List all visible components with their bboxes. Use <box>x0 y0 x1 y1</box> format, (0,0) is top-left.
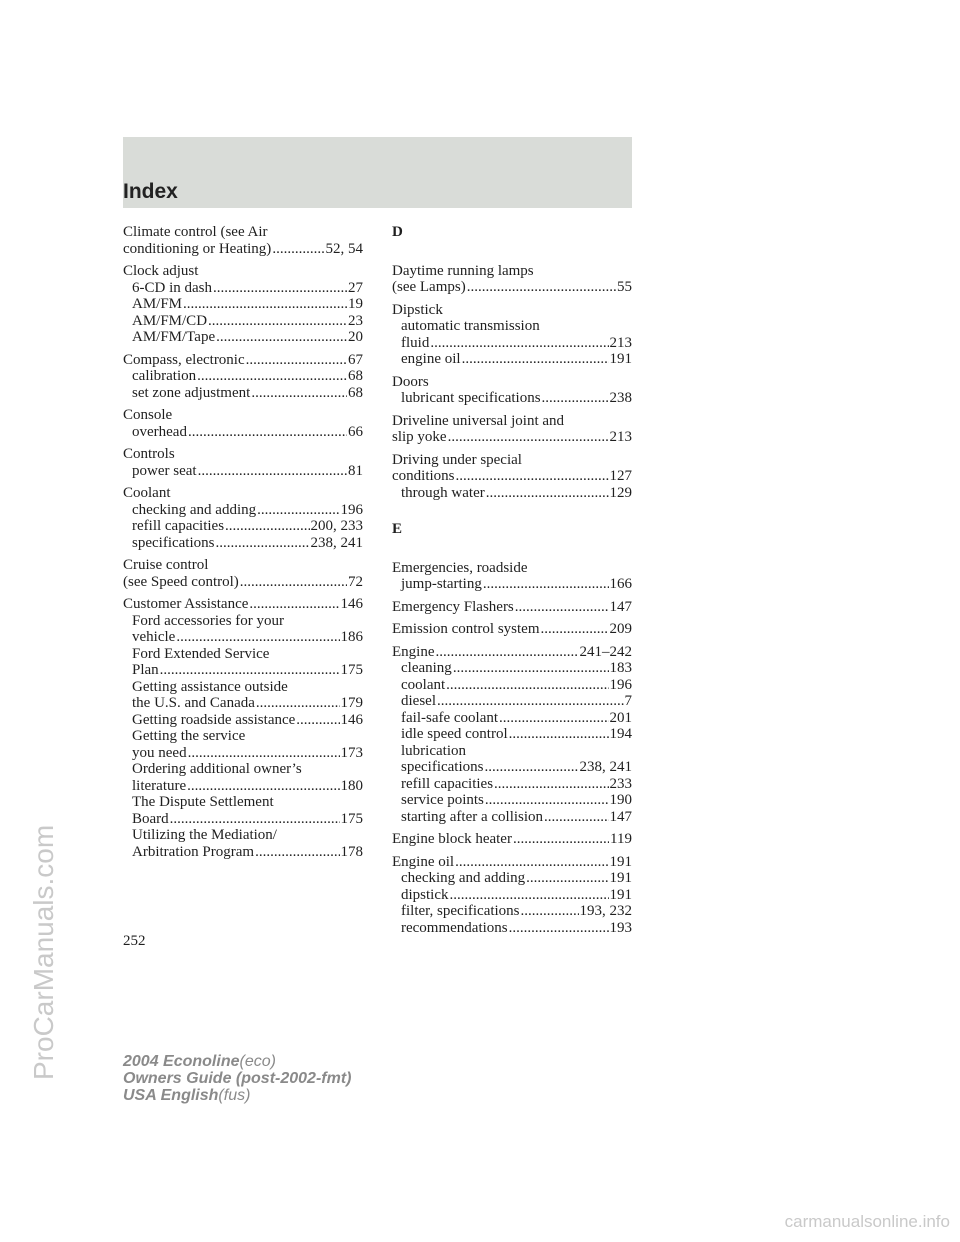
index-entry <box>392 413 632 446</box>
dot-leader <box>176 629 339 646</box>
entry-page-ref: 55 <box>617 279 632 295</box>
dot-leader <box>213 280 347 297</box>
dot-leader <box>257 502 339 519</box>
footer-line-3 <box>123 1087 351 1104</box>
index-entry-line <box>123 352 363 369</box>
entry-page-ref: 191 <box>609 853 632 870</box>
dot-leader <box>225 518 309 535</box>
index-entry-line <box>392 831 632 848</box>
index-entry-line <box>392 413 632 430</box>
entry-text: (see Lamps) <box>392 279 466 295</box>
index-subentry-line <box>392 870 632 887</box>
entry-page-ref: 191 <box>609 351 632 367</box>
entry-text: Board <box>132 810 169 827</box>
dot-leader <box>513 831 609 848</box>
index-subentry-line <box>392 809 632 826</box>
entry-text: Driving under special <box>392 451 522 468</box>
index-subentry-line <box>392 887 632 904</box>
entry-text: Daytime running lamps <box>392 262 534 279</box>
entry-text: AM/FM/Tape <box>132 329 216 345</box>
entry-text: Doors <box>392 373 429 390</box>
index-entry <box>123 352 363 402</box>
entry-page-ref: 68 <box>348 368 363 384</box>
index-entry <box>392 560 632 593</box>
dot-leader <box>462 351 609 368</box>
entry-page-ref: 196 <box>340 501 363 518</box>
index-entry <box>392 621 632 638</box>
entry-text: refill capacities <box>401 775 494 792</box>
entry-text: set zone adjustment <box>132 384 251 401</box>
index-entry-line <box>392 644 632 661</box>
index-entry <box>392 452 632 502</box>
entry-page-ref: 166 <box>609 576 632 592</box>
entry-page-ref: 190 <box>609 792 632 808</box>
entry-text: Engine block heater <box>392 831 512 847</box>
entry-page-ref: 27 <box>348 279 363 296</box>
index-entry <box>392 644 632 826</box>
entry-text: Climate control (see Air <box>123 224 268 240</box>
index-subentry-line <box>392 759 632 776</box>
entry-text: the U.S. and Canada <box>132 695 255 711</box>
index-subentry-line <box>392 792 632 809</box>
dot-leader <box>197 368 347 385</box>
entry-text: Customer Assistance <box>123 596 249 612</box>
index-entry <box>123 485 363 551</box>
dot-leader <box>240 574 347 591</box>
entry-text: Getting the service <box>132 728 246 744</box>
entry-text: slip yoke <box>392 429 447 445</box>
entry-text: checking and adding <box>132 501 257 518</box>
entry-page-ref: 191 <box>609 870 632 886</box>
index-subentry-line <box>123 629 363 646</box>
entry-page-ref: 72 <box>348 573 363 590</box>
index-entry-line <box>392 429 632 446</box>
entry-page-ref: 183 <box>609 660 632 676</box>
index-subentry-line <box>123 778 363 795</box>
entry-text: lubricant specifications <box>401 390 541 406</box>
entry-page-ref: 238 <box>609 390 632 406</box>
index-entry-line <box>392 452 632 469</box>
index-entry-line <box>123 574 363 591</box>
entry-page-ref: 241–242 <box>579 643 632 660</box>
dot-leader <box>430 335 608 352</box>
index-entry-line <box>392 263 632 280</box>
index-subentry-line <box>123 679 363 696</box>
index-subentry-line <box>123 794 363 811</box>
entry-page-ref: 68 <box>348 384 363 401</box>
entry-text: (see Speed control) <box>123 573 239 590</box>
footer-language: USA English <box>123 1087 219 1104</box>
dot-leader <box>453 660 609 677</box>
section-d-entries <box>392 263 632 502</box>
index-subentry-line <box>123 811 363 828</box>
index-subentry-line <box>392 351 632 368</box>
dot-leader <box>436 644 579 661</box>
entry-text: engine oil <box>401 351 461 367</box>
index-subentry-line <box>392 743 632 760</box>
entry-text: Ford accessories for your <box>132 612 285 629</box>
entry-text: Emergencies, roadside <box>392 559 528 576</box>
index-subentry-line <box>123 463 363 480</box>
entry-text: Controls <box>123 446 175 462</box>
entry-text: diesel <box>401 693 436 709</box>
index-title: Index <box>123 180 178 203</box>
entry-text: coolant <box>401 676 446 693</box>
index-subentry-line <box>392 776 632 793</box>
entry-text: Getting roadside assistance <box>132 711 296 728</box>
index-subentry-line <box>392 710 632 727</box>
entry-text: 6-CD in dash <box>132 279 212 296</box>
entry-text: Arbitration Program <box>132 843 255 860</box>
entry-text: Cruise control <box>123 557 209 573</box>
index-entry-line <box>392 279 632 296</box>
entry-page-ref: 238, 241 <box>310 534 363 551</box>
index-subentry-line <box>123 761 363 778</box>
dot-leader <box>456 468 609 485</box>
index-subentry-line <box>123 313 363 330</box>
entry-text: starting after a collision <box>401 808 544 825</box>
entry-text: Getting assistance outside <box>132 678 288 695</box>
dot-leader <box>521 903 579 920</box>
dot-leader <box>515 599 609 616</box>
entry-text: dipstick <box>401 886 449 903</box>
index-subentry-line <box>392 660 632 677</box>
entry-page-ref: 213 <box>609 429 632 445</box>
dot-leader <box>251 385 347 402</box>
index-entry <box>392 854 632 937</box>
index-subentry-line <box>392 390 632 407</box>
dot-leader <box>455 854 608 871</box>
entry-page-ref: 173 <box>340 744 363 761</box>
index-entry <box>123 224 363 257</box>
dot-leader <box>249 596 339 613</box>
dot-leader <box>509 920 609 937</box>
entry-page-ref: 146 <box>340 596 363 612</box>
entry-page-ref: 147 <box>609 808 632 825</box>
index-subentry-line <box>123 424 363 441</box>
index-entry-line <box>392 302 632 319</box>
entry-text: automatic transmission <box>401 318 540 334</box>
index-entry-line <box>123 407 363 424</box>
entry-text: The Dispute Settlement <box>132 794 274 810</box>
dot-leader <box>216 329 347 346</box>
index-subentry-line <box>123 827 363 844</box>
entry-text: AM/FM/CD <box>132 312 208 329</box>
entry-page-ref: 191 <box>609 886 632 903</box>
index-entry <box>123 557 363 590</box>
section-e-entries <box>392 560 632 937</box>
entry-text: Clock adjust <box>123 263 199 279</box>
section-letter-e: E <box>392 521 403 537</box>
index-subentry-line <box>392 726 632 743</box>
entry-page-ref: 233 <box>609 775 632 792</box>
entry-page-ref: 127 <box>609 468 632 484</box>
entry-text: filter, specifications <box>401 903 520 919</box>
footer-line-2 <box>123 1070 351 1087</box>
index-subentry-line <box>392 485 632 502</box>
entry-text: Dipstick <box>392 301 443 318</box>
index-subentry-line <box>123 502 363 519</box>
entry-page-ref: 180 <box>340 777 363 794</box>
index-subentry-line <box>123 695 363 712</box>
entry-page-ref: 7 <box>624 693 632 709</box>
entry-text: specifications <box>132 534 215 551</box>
entry-text: refill capacities <box>132 518 225 534</box>
index-subentry-line <box>123 329 363 346</box>
entry-text: Utilizing the Mediation/ <box>132 827 277 843</box>
entry-text: specifications <box>401 759 484 775</box>
dot-leader <box>542 390 609 407</box>
entry-text: vehicle <box>132 629 176 645</box>
index-entry-line <box>123 485 363 502</box>
index-subentry-line <box>123 368 363 385</box>
entry-page-ref: 209 <box>609 621 632 637</box>
entry-page-ref: 194 <box>609 726 632 742</box>
entry-page-ref: 19 <box>348 296 363 312</box>
index-subentry-line <box>123 728 363 745</box>
entry-text: conditioning or Heating) <box>123 240 272 257</box>
entry-text: power seat <box>132 462 197 479</box>
index-entry-line <box>392 468 632 485</box>
section-letter-d: D <box>392 224 403 240</box>
entry-page-ref: 238, 241 <box>579 759 632 775</box>
index-entry-line <box>392 854 632 871</box>
entry-page-ref: 147 <box>609 598 632 615</box>
watermark-bottom: carmanualsonline.info <box>784 1212 950 1231</box>
entry-page-ref: 81 <box>348 462 363 479</box>
entry-text: cleaning <box>401 660 452 676</box>
document-footer <box>123 1053 351 1104</box>
dot-leader <box>215 535 309 552</box>
index-subentry-line <box>123 613 363 630</box>
entry-text: Engine oil <box>392 853 455 870</box>
footer-model: 2004 Econoline <box>123 1053 240 1070</box>
index-column-right <box>392 224 632 942</box>
dot-leader <box>183 296 347 313</box>
index-subentry-line <box>123 712 363 729</box>
entry-text: through water <box>401 484 485 501</box>
entry-text: idle speed control <box>401 726 508 742</box>
index-subentry-line <box>123 844 363 861</box>
dot-leader <box>450 887 609 904</box>
entry-page-ref: 213 <box>609 334 632 351</box>
index-entry <box>392 599 632 616</box>
dot-leader <box>198 463 347 480</box>
index-subentry-line <box>392 693 632 710</box>
dot-leader <box>272 241 324 258</box>
dot-leader <box>246 352 347 369</box>
index-entry-line <box>392 374 632 391</box>
entry-text: Compass, electronic <box>123 351 245 368</box>
entry-text: Plan <box>132 662 159 678</box>
entry-page-ref: 196 <box>609 676 632 693</box>
entry-page-ref: 67 <box>348 351 363 368</box>
index-entry <box>123 263 363 346</box>
index-entry-line <box>123 224 363 241</box>
dot-leader <box>494 776 608 793</box>
index-entry-line <box>392 621 632 638</box>
dot-leader <box>188 745 340 762</box>
index-subentry-line <box>392 677 632 694</box>
watermark-side: ProCarManuals.com <box>28 824 59 1080</box>
entry-text: fail-safe coolant <box>401 709 499 726</box>
dot-leader <box>509 726 609 743</box>
entry-page-ref: 52, 54 <box>325 240 363 257</box>
dot-leader <box>446 677 608 694</box>
dot-leader <box>208 313 347 330</box>
index-entry <box>392 263 632 296</box>
footer-line-1 <box>123 1053 351 1070</box>
index-subentry-line <box>123 745 363 762</box>
dot-leader <box>499 710 608 727</box>
index-subentry-line <box>392 576 632 593</box>
entry-page-ref: 201 <box>609 709 632 726</box>
entry-page-ref: 178 <box>340 843 363 860</box>
entry-text: fluid <box>401 334 430 351</box>
dot-leader <box>541 621 609 638</box>
index-column-left <box>123 224 363 866</box>
footer-guide: Owners Guide (post-2002-fmt) <box>123 1070 352 1087</box>
index-subentry-line <box>123 296 363 313</box>
entry-page-ref: 193 <box>609 919 632 936</box>
entry-page-ref: 119 <box>610 831 632 847</box>
entry-text: Ford Extended Service <box>132 645 270 662</box>
index-subentry-line <box>123 535 363 552</box>
entry-text: Emission control system <box>392 621 540 637</box>
entry-text: calibration <box>132 368 197 384</box>
index-subentry-line <box>123 662 363 679</box>
index-entry-line <box>123 241 363 258</box>
entry-text: lubrication <box>401 742 466 759</box>
entry-page-ref: 179 <box>340 695 363 711</box>
index-entry <box>392 831 632 848</box>
entry-text: Emergency Flashers <box>392 598 514 615</box>
footer-language-code: (fus) <box>218 1087 251 1104</box>
entry-text: service points <box>401 792 484 808</box>
index-subentry-line <box>123 518 363 535</box>
dot-leader <box>296 712 339 729</box>
index-subentry-line <box>123 280 363 297</box>
dot-leader <box>448 429 609 446</box>
entry-text: Console <box>123 407 173 423</box>
dot-leader <box>526 870 608 887</box>
index-subentry-line <box>392 335 632 352</box>
dot-leader <box>256 695 340 712</box>
index-entry-line <box>392 599 632 616</box>
entry-page-ref: 146 <box>340 711 363 728</box>
index-entry <box>392 302 632 368</box>
dot-leader <box>485 792 609 809</box>
index-subentry-line <box>392 920 632 937</box>
index-subentry-line <box>392 903 632 920</box>
dot-leader <box>467 279 616 296</box>
entry-page-ref: 186 <box>340 629 363 645</box>
entry-text: overhead <box>132 423 187 440</box>
entry-text: literature <box>132 777 187 794</box>
entry-text: you need <box>132 744 187 761</box>
footer-model-code: (eco) <box>239 1053 276 1070</box>
dot-leader <box>484 759 578 776</box>
dot-leader <box>255 844 339 861</box>
dot-leader <box>170 811 340 828</box>
entry-text: conditions <box>392 468 455 484</box>
index-entry-line <box>123 557 363 574</box>
entry-text: Engine <box>392 643 435 660</box>
dot-leader <box>483 576 609 593</box>
dot-leader <box>187 778 339 795</box>
page-number: 252 <box>123 933 146 949</box>
index-entry-line <box>123 446 363 463</box>
dot-leader <box>437 693 624 710</box>
index-subentry-line <box>392 318 632 335</box>
index-header-band <box>123 137 632 208</box>
entry-text: recommendations <box>401 919 508 936</box>
entry-page-ref: 175 <box>340 662 363 678</box>
entry-page-ref: 66 <box>348 423 363 440</box>
dot-leader <box>188 424 347 441</box>
entry-page-ref: 200, 233 <box>310 518 363 534</box>
index-entry-line <box>123 596 363 613</box>
entry-page-ref: 23 <box>348 312 363 329</box>
entry-text: Coolant <box>123 485 171 501</box>
dot-leader <box>486 485 609 502</box>
entry-page-ref: 193, 232 <box>579 903 632 919</box>
index-entry-line <box>392 560 632 577</box>
index-entry <box>123 407 363 440</box>
entry-text: Driveline universal joint and <box>392 412 565 429</box>
index-subentry-line <box>123 646 363 663</box>
entry-page-ref: 20 <box>348 329 363 345</box>
index-entry <box>123 446 363 479</box>
entry-page-ref: 129 <box>609 484 632 501</box>
entry-text: Ordering additional owner’s <box>132 761 302 777</box>
dot-leader <box>544 809 608 826</box>
entry-text: AM/FM <box>132 296 183 312</box>
dot-leader <box>160 662 340 679</box>
index-entry <box>392 374 632 407</box>
index-entry <box>123 596 363 860</box>
index-subentry-line <box>123 385 363 402</box>
entry-text: checking and adding <box>401 870 526 886</box>
entry-text: jump-starting <box>401 576 482 592</box>
entry-page-ref: 175 <box>340 810 363 827</box>
index-entry-line <box>123 263 363 280</box>
